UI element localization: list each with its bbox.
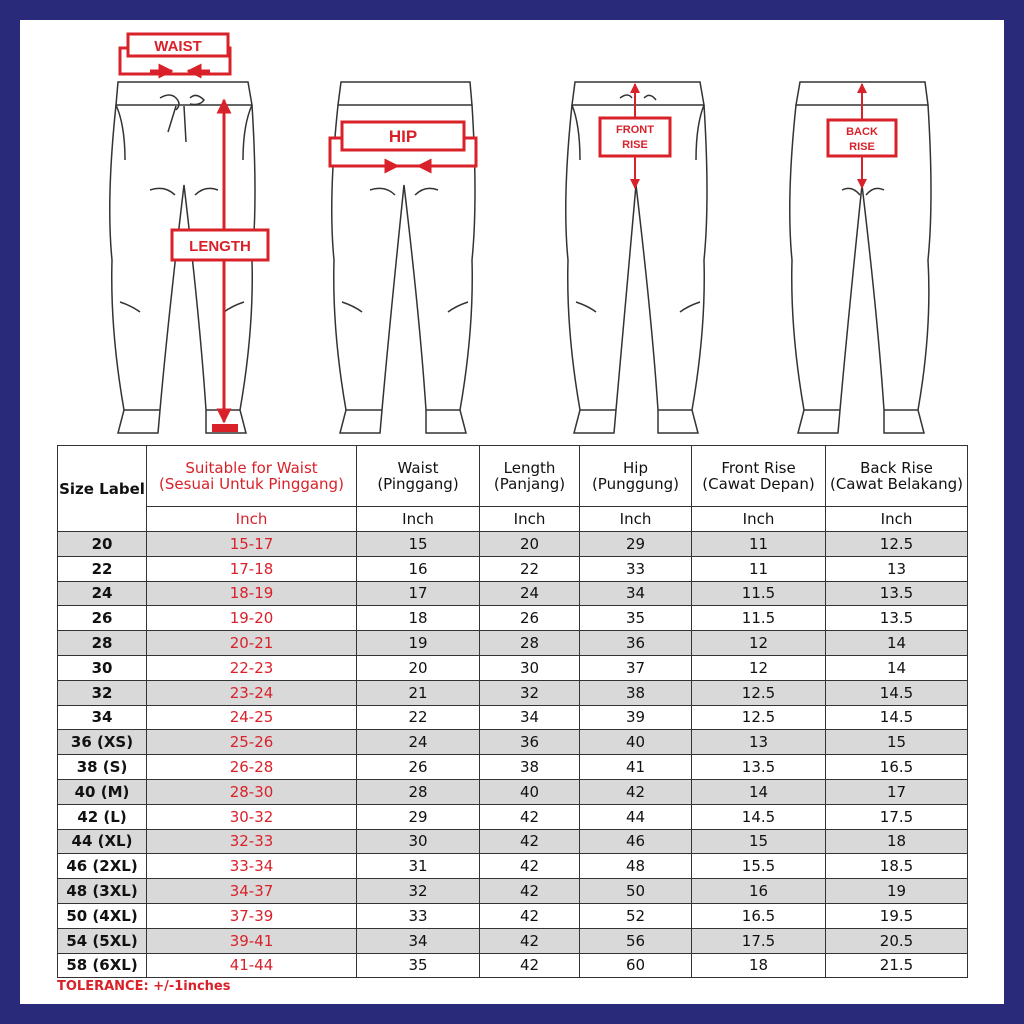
back-rise-cell: 14: [826, 655, 968, 680]
table-row: [58, 804, 968, 829]
size-label-cell: 42 (L): [58, 804, 147, 829]
front-rise-cell: 16: [692, 879, 826, 904]
length-cell: 38: [480, 755, 580, 780]
waist-cell: 30: [357, 829, 480, 854]
back-rise-cell: 19.5: [826, 903, 968, 928]
front-rise-cell: 11.5: [692, 581, 826, 606]
back-rise-cell: 17.5: [826, 804, 968, 829]
table-row: [58, 903, 968, 928]
table-row: [58, 705, 968, 730]
waist-cell: 26: [357, 755, 480, 780]
hip-cell: 39: [580, 705, 692, 730]
size-label-cell: 28: [58, 631, 147, 656]
size-label-cell: 54 (5XL): [58, 928, 147, 953]
suitable-waist-cell: 24-25: [147, 705, 357, 730]
back-rise-cell: 18.5: [826, 854, 968, 879]
length-cell: 42: [480, 953, 580, 978]
waist-cell: 21: [357, 680, 480, 705]
waist-label: WAIST: [154, 38, 202, 55]
header-waist: Waist (Pinggang): [357, 446, 480, 507]
size-label-cell: 40 (M): [58, 779, 147, 804]
length-cell: 42: [480, 879, 580, 904]
front-rise-cell: 14.5: [692, 804, 826, 829]
unit-cell: Inch: [480, 507, 580, 532]
waist-cell: 29: [357, 804, 480, 829]
length-cell: 42: [480, 928, 580, 953]
front-rise-cell: 12.5: [692, 680, 826, 705]
suitable-waist-cell: 15-17: [147, 532, 357, 557]
table-row: [58, 928, 968, 953]
hip-cell: 42: [580, 779, 692, 804]
hip-cell: 37: [580, 655, 692, 680]
front-rise-cell: 12.5: [692, 705, 826, 730]
table-row: [58, 581, 968, 606]
header-size-label: Size Label: [58, 446, 147, 532]
front-rise-cell: 12: [692, 631, 826, 656]
suitable-waist-cell: 23-24: [147, 680, 357, 705]
length-cell: 40: [480, 779, 580, 804]
hip-cell: 34: [580, 581, 692, 606]
length-label: LENGTH: [189, 238, 251, 255]
back-rise-cell: 13: [826, 556, 968, 581]
hip-cell: 46: [580, 829, 692, 854]
length-cell: 22: [480, 556, 580, 581]
suitable-waist-cell: 33-34: [147, 854, 357, 879]
size-label-cell: 24: [58, 581, 147, 606]
header-suitable-waist: Suitable for Waist (Sesuai Untuk Pinggang): [147, 446, 357, 507]
back-rise-cell: 15: [826, 730, 968, 755]
size-label-cell: 26: [58, 606, 147, 631]
front-rise-cell: 16.5: [692, 903, 826, 928]
size-rows: [58, 532, 968, 978]
suitable-waist-cell: 25-26: [147, 730, 357, 755]
front-rise-cell: 11: [692, 532, 826, 557]
waist-cell: 24: [357, 730, 480, 755]
pants-illustrations: [0, 0, 1024, 440]
hip-callout: [330, 122, 476, 166]
hip-label: HIP: [388, 127, 418, 146]
front-rise-cell: 17.5: [692, 928, 826, 953]
suitable-waist-cell: 17-18: [147, 556, 357, 581]
hip-cell: 56: [580, 928, 692, 953]
waist-cell: 35: [357, 953, 480, 978]
back-rise-cell: 12.5: [826, 532, 968, 557]
front-rise-cell: 11: [692, 556, 826, 581]
length-cell: 42: [480, 854, 580, 879]
table-row: [58, 854, 968, 879]
suitable-waist-cell: 30-32: [147, 804, 357, 829]
front-rise-callout: [600, 84, 670, 188]
table-row: [58, 655, 968, 680]
table-row: [58, 829, 968, 854]
front-rise-cell: 12: [692, 655, 826, 680]
size-label-cell: 44 (XL): [58, 829, 147, 854]
table-row: [58, 953, 968, 978]
header-length: Length (Panjang): [480, 446, 580, 507]
back-rise-cell: 14.5: [826, 705, 968, 730]
hip-cell: 44: [580, 804, 692, 829]
front-rise-cell: 13.5: [692, 755, 826, 780]
waist-cell: 32: [357, 879, 480, 904]
hip-cell: 38: [580, 680, 692, 705]
waist-cell: 31: [357, 854, 480, 879]
size-chart-table: [57, 445, 968, 978]
hip-cell: 48: [580, 854, 692, 879]
unit-cell: Inch: [826, 507, 968, 532]
length-cell: 28: [480, 631, 580, 656]
table-row: [58, 879, 968, 904]
size-label-cell: 38 (S): [58, 755, 147, 780]
front-rise-cell: 15.5: [692, 854, 826, 879]
unit-cell: Inch: [580, 507, 692, 532]
waist-cell: 16: [357, 556, 480, 581]
length-cell: 42: [480, 829, 580, 854]
length-cell: 42: [480, 804, 580, 829]
size-label-cell: 32: [58, 680, 147, 705]
suitable-waist-cell: 32-33: [147, 829, 357, 854]
hip-cell: 35: [580, 606, 692, 631]
suitable-waist-cell: 37-39: [147, 903, 357, 928]
length-cell: 42: [480, 903, 580, 928]
back-rise-cell: 13.5: [826, 581, 968, 606]
table-row: [58, 730, 968, 755]
size-label-cell: 30: [58, 655, 147, 680]
table-row: [58, 755, 968, 780]
waist-cell: 34: [357, 928, 480, 953]
back-rise-cell: 14: [826, 631, 968, 656]
suitable-waist-cell: 41-44: [147, 953, 357, 978]
table-row: [58, 680, 968, 705]
suitable-waist-cell: 34-37: [147, 879, 357, 904]
suitable-waist-cell: 28-30: [147, 779, 357, 804]
front-rise-cell: 15: [692, 829, 826, 854]
header-front-rise: Front Rise (Cawat Depan): [692, 446, 826, 507]
hip-cell: 40: [580, 730, 692, 755]
waist-cell: 22: [357, 705, 480, 730]
size-label-cell: 50 (4XL): [58, 903, 147, 928]
front-rise-cell: 14: [692, 779, 826, 804]
waist-cell: 19: [357, 631, 480, 656]
size-label-cell: 46 (2XL): [58, 854, 147, 879]
back-rise-cell: 13.5: [826, 606, 968, 631]
table-row: [58, 631, 968, 656]
front-rise-cell: 18: [692, 953, 826, 978]
size-label-cell: 58 (6XL): [58, 953, 147, 978]
back-rise-label-1: BACK: [846, 126, 878, 138]
hip-cell: 60: [580, 953, 692, 978]
tolerance-note: TOLERANCE: +/-1inches: [57, 979, 231, 994]
back-rise-cell: 16.5: [826, 755, 968, 780]
front-rise-cell: 11.5: [692, 606, 826, 631]
hip-cell: 33: [580, 556, 692, 581]
back-rise-cell: 20.5: [826, 928, 968, 953]
suitable-waist-cell: 20-21: [147, 631, 357, 656]
length-cell: 20: [480, 532, 580, 557]
waist-cell: 15: [357, 532, 480, 557]
hip-cell: 50: [580, 879, 692, 904]
front-rise-label-1: FRONT: [616, 124, 654, 136]
size-label-cell: 22: [58, 556, 147, 581]
back-rise-cell: 21.5: [826, 953, 968, 978]
table-row: [58, 606, 968, 631]
hip-cell: 52: [580, 903, 692, 928]
size-label-cell: 48 (3XL): [58, 879, 147, 904]
waist-cell: 20: [357, 655, 480, 680]
unit-cell: Inch: [147, 507, 357, 532]
suitable-waist-cell: 22-23: [147, 655, 357, 680]
unit-cell: Inch: [357, 507, 480, 532]
header-hip: Hip (Punggung): [580, 446, 692, 507]
waist-cell: 28: [357, 779, 480, 804]
waist-cell: 18: [357, 606, 480, 631]
suitable-waist-cell: 39-41: [147, 928, 357, 953]
back-rise-callout: [828, 84, 896, 188]
table-row: [58, 532, 968, 557]
hip-cell: 36: [580, 631, 692, 656]
size-label-cell: 20: [58, 532, 147, 557]
back-rise-cell: 19: [826, 879, 968, 904]
suitable-waist-cell: 19-20: [147, 606, 357, 631]
header-back-rise: Back Rise (Cawat Belakang): [826, 446, 968, 507]
hip-cell: 41: [580, 755, 692, 780]
length-cell: 32: [480, 680, 580, 705]
waist-callout: [120, 34, 230, 74]
length-cell: 24: [480, 581, 580, 606]
waist-cell: 17: [357, 581, 480, 606]
size-label-cell: 34: [58, 705, 147, 730]
back-rise-label-2: RISE: [849, 141, 875, 153]
hip-cell: 29: [580, 532, 692, 557]
table-row: [58, 556, 968, 581]
unit-cell: Inch: [692, 507, 826, 532]
table-row: [58, 779, 968, 804]
length-cell: 34: [480, 705, 580, 730]
suitable-waist-cell: 26-28: [147, 755, 357, 780]
back-rise-cell: 17: [826, 779, 968, 804]
suitable-waist-cell: 18-19: [147, 581, 357, 606]
front-rise-cell: 13: [692, 730, 826, 755]
length-cell: 36: [480, 730, 580, 755]
front-rise-label-2: RISE: [622, 139, 648, 151]
back-rise-cell: 14.5: [826, 680, 968, 705]
waist-cell: 33: [357, 903, 480, 928]
back-rise-cell: 18: [826, 829, 968, 854]
length-cell: 30: [480, 655, 580, 680]
size-label-cell: 36 (XS): [58, 730, 147, 755]
length-cell: 26: [480, 606, 580, 631]
